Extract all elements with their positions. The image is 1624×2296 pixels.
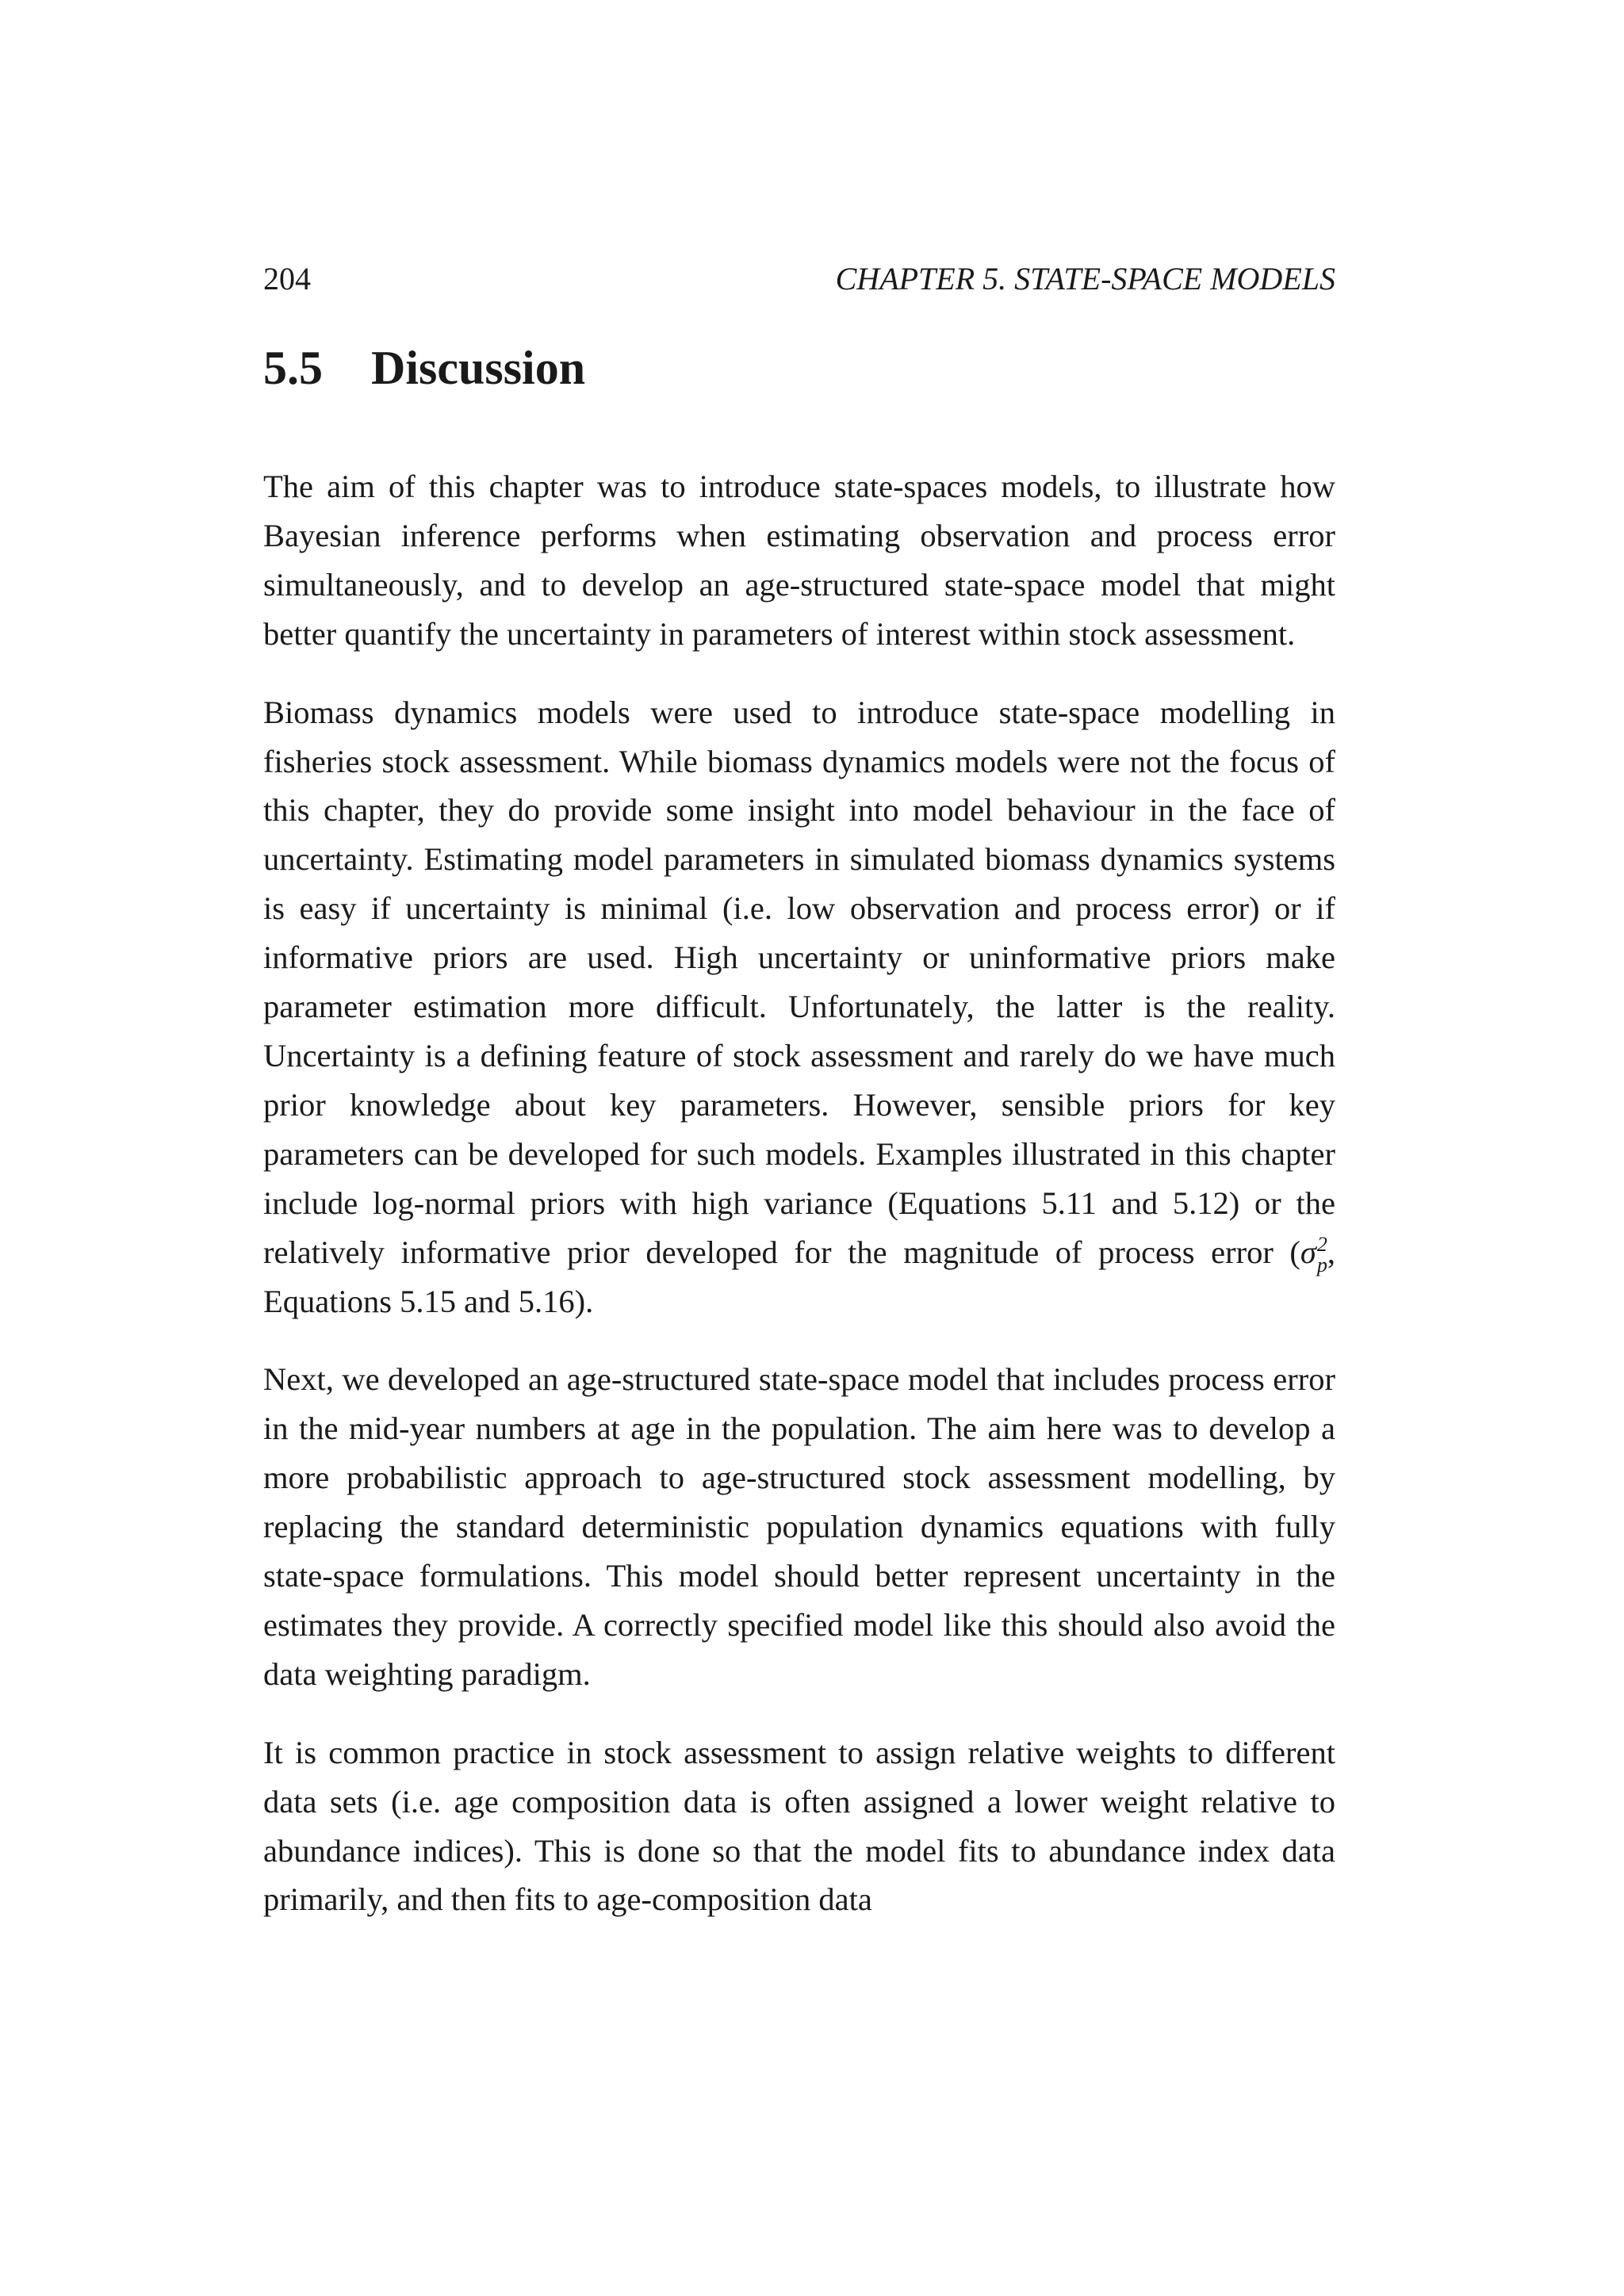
process-error-superscript: 2 — [1316, 1233, 1327, 1257]
chapter-title: CHAPTER 5. STATE-SPACE MODELS — [835, 261, 1335, 297]
section-number: 5.5 — [263, 342, 323, 394]
process-error-subscript: p — [1316, 1253, 1327, 1277]
process-error-symbol: σ — [1300, 1234, 1316, 1270]
page — [263, 0, 1335, 2296]
section-heading — [263, 336, 585, 400]
paragraph-2-text-b: , Equations 5.15 and 5.16). — [263, 1234, 1335, 1319]
paragraph-2-text-a: Biomass dynamics models were used to introduce state-space modelling in fisheries stock assessment. While biomass dynamics models were not the focus of this chapter, they do provide some insight into model behaviour in the face of uncertainty. Estimating model parameters in simulated biomass dynamics systems is easy if uncertainty is minimal (i.e. low observation and process error) or if informative priors are used. High uncertainty or uninformative priors make parameter estimation more difficult. Unfortunately, the latter is the reality. Uncertainty is a defining feature of stock assessment and rarely do we have much prior knowledge about key parameters. However, sensible priors for key parameters can be developed for such models. Examples illustrated in this chapter include log-normal priors with high variance (Equations 5.11 and 5.12) or the relatively informative prior developed for the magnitude of process error ( — [263, 694, 1335, 1270]
process-error-scripts — [1317, 1234, 1327, 1276]
paragraph-4: It is common practice in stock assessment to assign relative weights to different data sets (i.e. age composition data is often assigned a lower weight relative to abundance indices). This is done so that the model fits to abundance index data primarily, and then fits to age-composition data — [263, 1734, 1335, 1918]
paragraph-3: Next, we developed an age-structured state-space model that includes process error in the mid-year numbers at age in the population. The aim here was to develop a more probabilistic approach to age-structured stock assessment modelling, by replacing the standard deterministic population dynamics equations with fully state-space formulations. This model should better represent uncertainty in the estimates they provide. A correctly specified model like this should also avoid the data weighting paradigm. — [263, 1361, 1335, 1692]
paragraph-2 — [263, 688, 1335, 1326]
section-title: Discussion — [371, 342, 586, 394]
paragraph-1: The aim of this chapter was to introduce state-spaces models, to illustrate how Bayesian inference performs when estimating observation and process error simultaneously, and to develop an age-structured state-space model that might better quantify the uncertainty in parameters of interest within stock assessment. — [263, 469, 1335, 652]
page-number: 204 — [263, 261, 311, 297]
body-text — [263, 462, 1335, 1954]
running-head — [263, 260, 1335, 304]
